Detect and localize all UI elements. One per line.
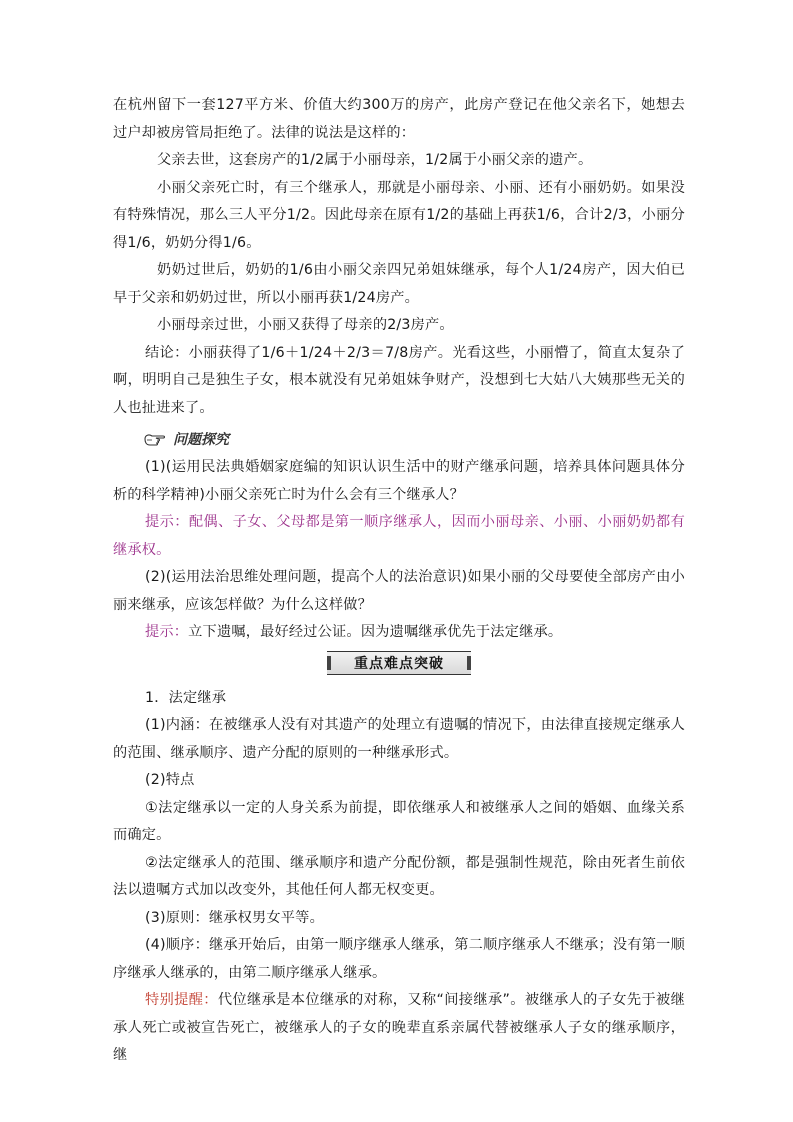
paragraph-conclusion: 结论：小丽获得了1/6＋1/24＋2/3＝7/8房产。光看这些，小丽懵了，简直太复杂了啊，明明自己是独生子女，根本就没有兄弟姐妹争财产，没想到七大姑八大姨那些无关的人也扯进来了。 bbox=[113, 344, 685, 416]
answer-2 bbox=[113, 619, 685, 647]
question-1: (1)(运用民法典婚姻家庭编的知识认识生活中的财产继承问题，培养具体问题具体分析的科学精神)小丽父亲死亡时为什么会有三个继承人？ bbox=[113, 459, 685, 503]
banner-box bbox=[327, 651, 471, 675]
key-point-definition: (1)内涵：在被继承人没有对其遗产的处理立有遗嘱的情况下，由法律直接规定继承人的范围、继承顺序、遗产分配的原则的一种继承形式。 bbox=[113, 717, 685, 761]
special-reminder-label: 特别提醒： bbox=[145, 992, 218, 1008]
paragraph-father-death: 父亲去世，这套房产的1/2属于小丽母亲，1/2属于小丽父亲的遗产。 bbox=[157, 152, 593, 168]
special-reminder bbox=[113, 987, 685, 1070]
special-reminder-text: 代位继承是本位继承的对称，又称“间接继承”。被继承人的子女先于被继承人死亡或被宣告死亡，被继承人的子女的晚辈直系亲属代替被继承人子女的继承顺序，继 bbox=[113, 992, 685, 1063]
paragraph-mother-death: 小丽母亲过世，小丽又获得了母亲的2/3房产。 bbox=[157, 317, 454, 333]
document-content bbox=[113, 92, 685, 1070]
paragraph-intro: 在杭州留下一套127平方米、价值大约300万的房产，此房产登记在他父亲名下，她想去过户却被房管局拒绝了。法律的说法是这样的： bbox=[113, 97, 685, 141]
paragraph-three-heirs: 小丽父亲死亡时，有三个继承人，那就是小丽母亲、小丽、还有小丽奶奶。如果没有特殊情况，那么三人平分1/2。因此母亲在原有1/2的基础上再获1/6，合计2/3，小丽分得1/6，奶奶分得1/6。 bbox=[113, 179, 685, 251]
section-question-title: 问题探究 bbox=[173, 432, 229, 448]
banner-title: 重点难点突破 bbox=[354, 655, 444, 672]
answer-2-text: 立下遗嘱，最好经过公证。因为遗嘱继承优先于法定继承。 bbox=[188, 624, 563, 640]
answer-2-label: 提示： bbox=[145, 624, 189, 640]
paragraph-grandma-death: 奶奶过世后，奶奶的1/6由小丽父亲四兄弟姐妹继承，每个人1/24房产，因大伯已早于父亲和奶奶过世，所以小丽再获1/24房产。 bbox=[113, 262, 685, 306]
answer-1-label: 提示： bbox=[145, 514, 189, 530]
key-point-features-heading: (2)特点 bbox=[145, 772, 195, 788]
question-2: (2)(运用法治思维处理问题，提高个人的法治意识)如果小丽的父母要使全部房产由小丽来继承，应该怎样做？为什么这样做？ bbox=[113, 569, 685, 613]
pointing-hand-icon bbox=[143, 430, 169, 448]
section-question-label bbox=[143, 426, 685, 452]
answer-1 bbox=[113, 509, 685, 564]
key-point-principle: (3)原则：继承权男女平等。 bbox=[145, 909, 324, 926]
key-point-feature-1: ①法定继承以一定的人身关系为前提，即依继承人和被继承人之间的婚姻、血缘关系而确定。 bbox=[113, 799, 685, 843]
answer-1-text: 配偶、子女、父母都是第一顺序继承人，因而小丽母亲、小丽、小丽奶奶都有继承权。 bbox=[113, 514, 685, 558]
key-points-banner bbox=[113, 651, 685, 675]
key-point-heading: 1．法定继承 bbox=[145, 689, 227, 706]
key-point-order: (4)顺序：继承开始后，由第一顺序继承人继承，第二顺序继承人不继承；没有第一顺序继承人继承的，由第二顺序继承人继承。 bbox=[113, 937, 685, 981]
key-point-feature-2: ②法定继承人的范围、继承顺序和遗产分配份额，都是强制性规范，除由死者生前依法以遗嘱方式加以改变外，其他任何人都无权变更。 bbox=[113, 854, 685, 898]
